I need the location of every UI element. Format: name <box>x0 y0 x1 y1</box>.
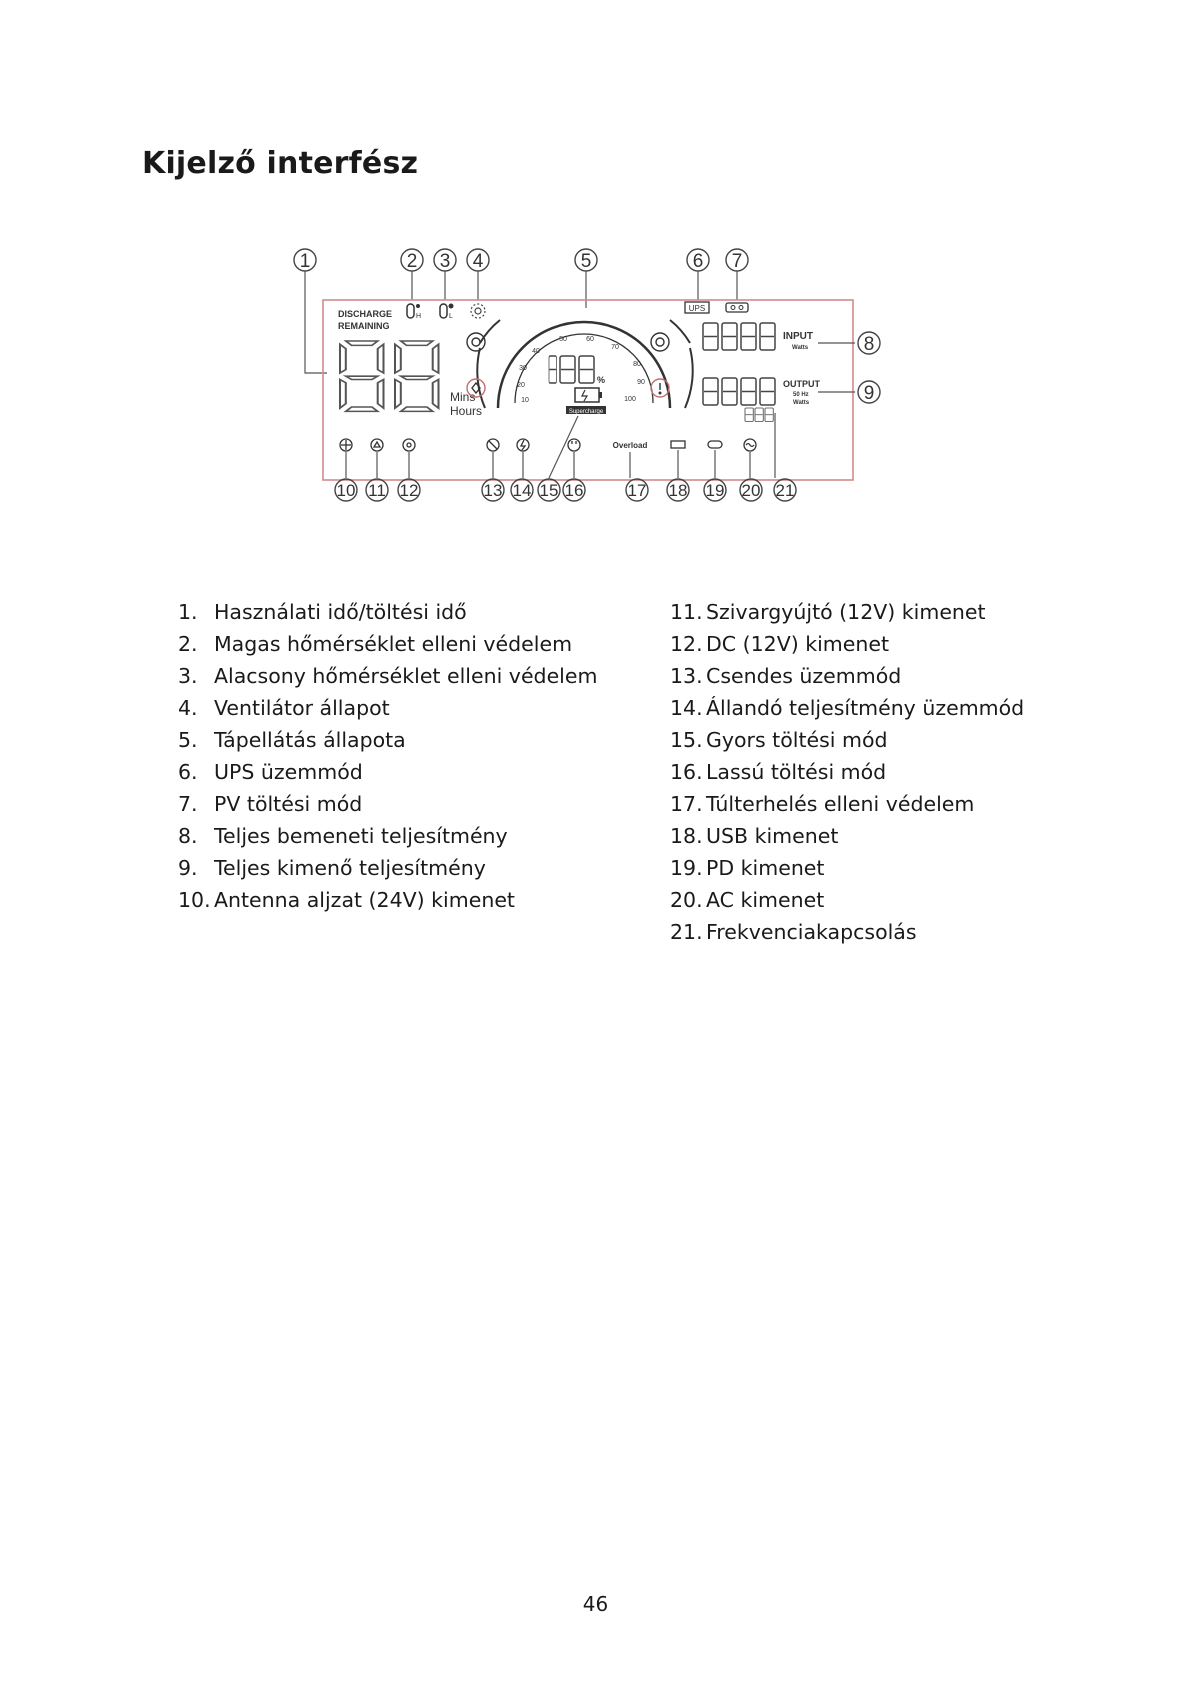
ups-icon <box>685 302 709 313</box>
svg-text:H: H <box>416 313 422 320</box>
svg-text:70: 70 <box>611 344 619 351</box>
bottom-icons <box>340 439 756 451</box>
callout-21 <box>774 479 796 501</box>
svg-text:80: 80 <box>633 361 641 368</box>
list-item: 5. Tápellátás állapota <box>178 728 406 752</box>
svg-text:19: 19 <box>705 481 725 500</box>
page-number: 46 <box>582 1592 609 1616</box>
list-item: 14. Állandó teljesítmény üzemmód <box>670 696 1025 720</box>
list-item: 17. Túlterhelés elleni védelem <box>670 792 975 816</box>
low-temp-icon <box>440 304 454 321</box>
callout-1 <box>294 249 316 272</box>
supercharge-label: Supercharge <box>568 409 604 415</box>
svg-text:3: 3 <box>439 251 451 272</box>
svg-text:90: 90 <box>637 379 645 386</box>
svg-text:17: 17 <box>627 481 647 500</box>
callout-19 <box>704 479 726 501</box>
svg-text:20: 20 <box>517 382 525 389</box>
supercharge-battery-icon <box>566 388 606 415</box>
list-item: 20. AC kimenet <box>670 888 825 912</box>
callout-12 <box>398 479 420 501</box>
list-item: 2. Magas hőmérséklet elleni védelem <box>178 632 573 656</box>
svg-text:100: 100 <box>624 396 636 403</box>
list-item: 1. Használati idő/töltési idő <box>178 600 467 624</box>
output-digits <box>703 378 775 405</box>
dc-icon <box>403 439 415 451</box>
svg-text:2: 2 <box>406 251 418 272</box>
list-item: 15. Gyors töltési mód <box>670 728 888 752</box>
hours-label: Hours <box>450 404 483 418</box>
silent-mode-icon <box>487 439 499 451</box>
svg-text:5: 5 <box>580 251 592 272</box>
slow-charge-icon <box>568 439 580 451</box>
list-item: 7. PV töltési mód <box>178 792 363 816</box>
list-item: 13. Csendes üzemmód <box>670 664 902 688</box>
usb-icon <box>671 441 685 448</box>
leader-lines-right <box>818 343 855 392</box>
callout-2 <box>401 249 423 272</box>
ac-icon <box>744 439 756 451</box>
svg-text:21: 21 <box>775 481 795 500</box>
svg-text:12: 12 <box>399 481 419 500</box>
list-item: 18. USB kimenet <box>670 824 839 848</box>
high-temp-icon <box>407 304 421 320</box>
svg-text:1: 1 <box>299 251 311 272</box>
callout-4 <box>467 249 489 272</box>
svg-text:10: 10 <box>521 397 529 404</box>
pv-icon <box>726 303 748 312</box>
svg-text:L: L <box>449 313 453 320</box>
list-item: 6. UPS üzemmód <box>178 760 363 784</box>
frequency-digits <box>745 408 773 422</box>
antenna-icon <box>340 439 352 451</box>
list-item: 21. Frekvenciakapcsolás <box>670 920 917 944</box>
svg-text:7: 7 <box>731 251 743 272</box>
svg-text:20: 20 <box>741 481 761 500</box>
mins-label: Mins <box>450 390 476 404</box>
callout-18 <box>667 479 689 501</box>
svg-text:13: 13 <box>483 481 503 500</box>
svg-text:18: 18 <box>668 481 688 500</box>
side-icons-left <box>467 333 485 397</box>
callout-17 <box>626 479 648 501</box>
list-item: 19. PD kimenet <box>670 856 825 880</box>
output-freq: 50 Hz <box>793 392 809 398</box>
usage-time-digits <box>340 341 439 411</box>
callout-11 <box>366 479 388 501</box>
remaining-label: REMAINING <box>338 321 390 331</box>
svg-text:10: 10 <box>336 481 356 500</box>
svg-text:14: 14 <box>512 481 532 500</box>
callout-14 <box>511 479 533 501</box>
list-item: 9. Teljes kimenő teljesítmény <box>178 856 486 880</box>
svg-text:4: 4 <box>472 251 484 272</box>
svg-text:11: 11 <box>368 481 386 500</box>
output-label: OUTPUT <box>783 379 820 389</box>
callout-markers-top <box>294 249 748 272</box>
list-item: 10. Antenna aljzat (24V) kimenet <box>178 888 515 912</box>
output-unit: Watts <box>793 400 810 406</box>
input-label: INPUT <box>783 331 813 342</box>
callout-6 <box>687 249 709 272</box>
callout-9 <box>858 381 880 404</box>
discharge-label: DISCHARGE <box>338 309 393 319</box>
display-interface-diagram <box>285 238 925 528</box>
callout-7 <box>726 249 748 272</box>
lcd-diagram-svg <box>285 238 925 528</box>
svg-text:50: 50 <box>559 336 567 343</box>
cigarette-lighter-icon <box>371 439 383 451</box>
callout-3 <box>434 249 456 272</box>
svg-text:6: 6 <box>692 251 704 272</box>
svg-text:15: 15 <box>539 481 559 500</box>
svg-text:8: 8 <box>863 334 875 355</box>
callout-20 <box>740 479 762 501</box>
svg-text:30: 30 <box>519 365 527 372</box>
list-item: 12. DC (12V) kimenet <box>670 632 890 656</box>
svg-text:16: 16 <box>564 481 584 500</box>
callout-5 <box>575 249 597 272</box>
pd-icon <box>708 441 722 448</box>
input-unit: Watts <box>792 345 809 351</box>
svg-text:9: 9 <box>863 383 875 404</box>
callout-16 <box>563 479 585 501</box>
percent-sign: % <box>597 375 606 385</box>
constant-power-icon <box>517 439 529 451</box>
callout-13 <box>482 479 504 501</box>
legend-list-right <box>670 596 1110 948</box>
fan-icon <box>471 304 485 318</box>
list-item: 16. Lassú töltési mód <box>670 760 887 784</box>
list-item: 8. Teljes bemeneti teljesítmény <box>178 824 508 848</box>
overload-label: Overload <box>612 441 648 450</box>
list-item: 3. Alacsony hőmérséklet elleni védelem <box>178 664 598 688</box>
svg-text:UPS: UPS <box>688 304 706 313</box>
svg-text:60: 60 <box>586 336 594 343</box>
callout-10 <box>335 479 357 501</box>
svg-text:40: 40 <box>532 348 540 355</box>
callout-15 <box>538 479 560 501</box>
list-item: 11. Szivargyújtó (12V) kimenet <box>670 600 986 624</box>
page-title: Kijelző interfész <box>142 146 419 181</box>
input-digits <box>703 323 775 350</box>
lcd-frame <box>323 300 853 480</box>
legend-list-left <box>178 596 598 916</box>
callout-8 <box>858 332 880 355</box>
list-item: 4. Ventilátor állapot <box>178 696 390 720</box>
